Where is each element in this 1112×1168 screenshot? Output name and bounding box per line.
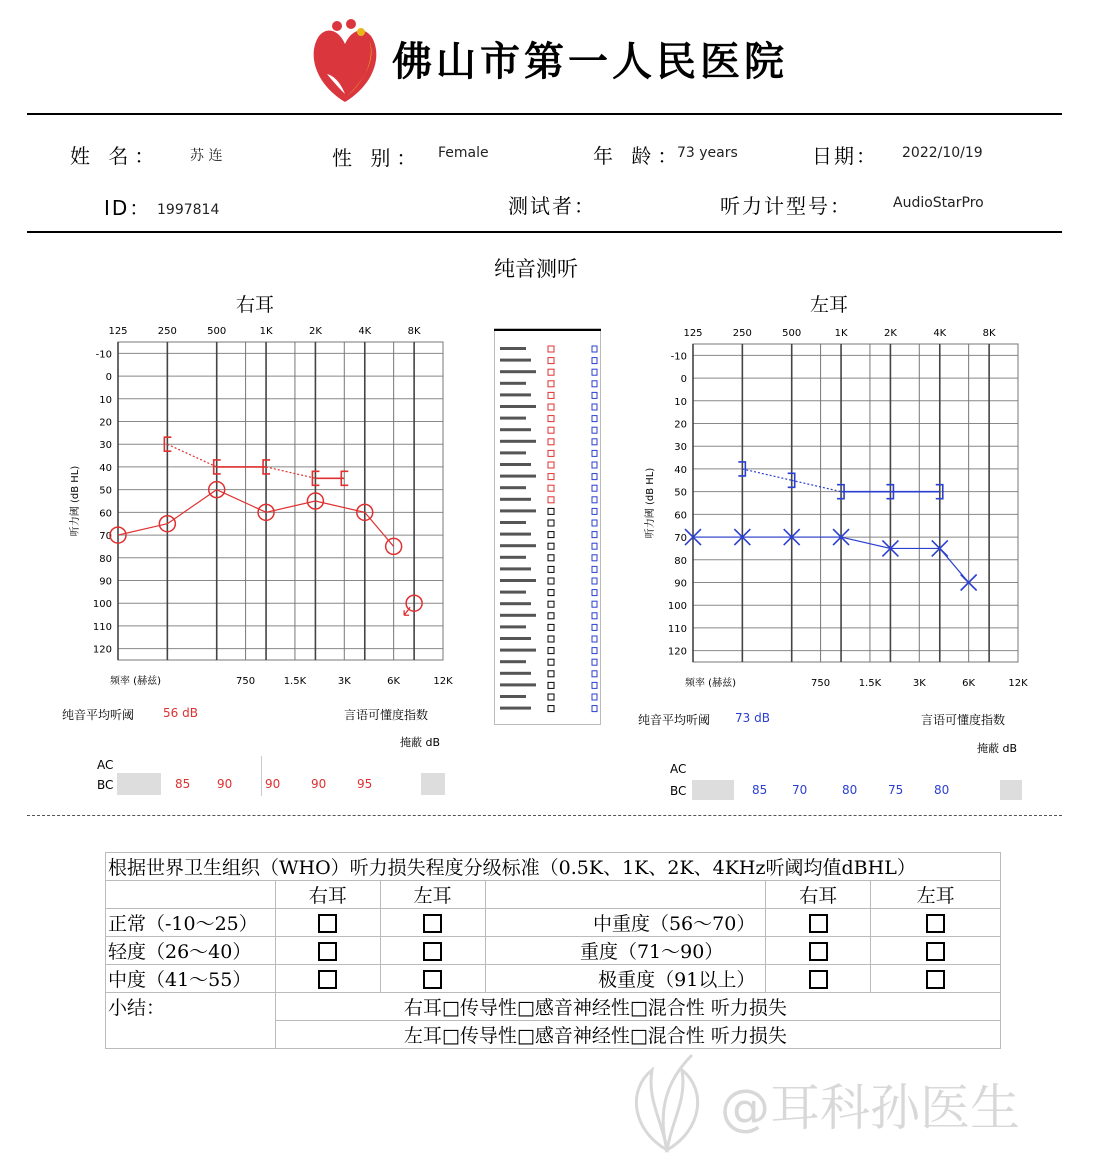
legend-row-text — [500, 521, 526, 524]
grade-normal: 正常（-10～25） — [106, 909, 276, 937]
freq-tick-label: 12K — [433, 676, 453, 687]
db-tick-label: 120 — [92, 644, 112, 656]
model-label: 听力计型号： — [720, 194, 852, 218]
who-classification-table — [105, 852, 1001, 1049]
left-bc-mask-500: 85 — [752, 783, 768, 797]
legend-row-text — [500, 486, 526, 489]
freq-tick-label: 2K — [883, 328, 897, 339]
legend-row-text — [500, 370, 536, 373]
watermark-logo — [612, 1050, 722, 1160]
severe-right-checkbox[interactable] — [809, 942, 828, 961]
legend-row-text — [500, 649, 536, 652]
freq-tick-label: 500 — [207, 326, 227, 337]
x-axis-label: 频率 (赫兹) — [685, 678, 736, 689]
left-mask-label: 掩蔽 dB — [977, 742, 1018, 755]
grade-moderate: 中度（41～55） — [106, 965, 276, 993]
db-tick-label: 100 — [92, 599, 112, 611]
freq-tick-label: 125 — [108, 326, 128, 337]
ac-label: AC — [670, 762, 687, 776]
freq-tick-label: 250 — [732, 328, 752, 339]
freq-tick-label: 12K — [1008, 678, 1028, 689]
bc-label: BC — [97, 778, 114, 792]
db-tick-label: 0 — [105, 372, 112, 384]
mild-left-checkbox[interactable] — [423, 942, 442, 961]
legend-row-text — [500, 695, 526, 698]
legend-row-text — [500, 382, 526, 385]
profound-left-checkbox[interactable] — [926, 970, 945, 989]
db-tick-label: 30 — [674, 442, 687, 454]
db-tick-label: 20 — [674, 419, 687, 431]
freq-tick-label: 250 — [157, 326, 177, 337]
db-tick-label: 110 — [92, 621, 112, 633]
mod-severe-left-checkbox[interactable] — [926, 914, 945, 933]
legend-row-text — [500, 707, 531, 710]
freq-tick-label: 6K — [387, 676, 401, 687]
right-bc-mask-1k: 90 — [265, 777, 281, 791]
hospital-logo — [305, 14, 385, 106]
db-tick-label: 70 — [674, 533, 687, 545]
legend-row-text — [500, 660, 526, 663]
legend-row-text — [500, 556, 526, 559]
legend-row-text — [500, 498, 531, 501]
normal-right-checkbox[interactable] — [318, 914, 337, 933]
name-label: 姓 名： — [70, 144, 161, 168]
legend-row-text — [500, 591, 526, 594]
db-tick-label: 60 — [99, 508, 112, 520]
right-speech-label: 言语可懂度指数 — [344, 708, 429, 722]
mild-right-checkbox[interactable] — [318, 942, 337, 961]
freq-tick-label: 2K — [308, 326, 322, 337]
freq-tick-label: 500 — [782, 328, 802, 339]
db-tick-label: 50 — [674, 487, 687, 499]
right-mask-label: 掩蔽 dB — [400, 736, 441, 749]
left-bc-mask-4k: 80 — [934, 783, 950, 797]
legend-row-text — [500, 683, 536, 686]
db-tick-label: 80 — [99, 553, 112, 565]
legend-row-text — [500, 567, 531, 570]
date-label: 日期： — [812, 144, 878, 168]
profound-right-checkbox[interactable] — [809, 970, 828, 989]
legend-row-text — [500, 451, 526, 454]
legend-row-text — [500, 602, 531, 605]
right-bc-mask-4k: 95 — [357, 777, 373, 791]
divider — [27, 113, 1062, 115]
left-bc-mask-750: 70 — [792, 783, 808, 797]
severe-left-checkbox[interactable] — [926, 942, 945, 961]
patient-id: 1997814 — [157, 202, 220, 218]
freq-tick-label: 1K — [259, 326, 273, 337]
watermark-text: @耳科孙医生 — [720, 1079, 1020, 1137]
db-tick-label: 120 — [667, 646, 687, 658]
left-pta-label: 纯音平均听阈 — [638, 713, 711, 727]
y-axis-label: 听力阈 (dB HL) — [70, 465, 81, 537]
right-bc-mask-750: 90 — [217, 777, 233, 791]
mask-cell — [421, 773, 445, 795]
bc-label: BC — [670, 784, 687, 798]
legend-row-text — [500, 417, 526, 420]
legend-row-text — [500, 533, 531, 536]
patient-age: 73 years — [677, 145, 738, 161]
y-axis-label: 听力阈 (dB HL) — [645, 467, 656, 539]
freq-tick-label: 750 — [811, 678, 831, 689]
legend-row-text — [500, 440, 536, 443]
tester-label: 测试者： — [508, 194, 596, 218]
dashed-divider — [27, 815, 1062, 816]
mask-cell — [692, 780, 734, 800]
mask-cell — [1000, 780, 1022, 800]
ac-label: AC — [97, 758, 114, 772]
freq-tick-label: 3K — [337, 676, 351, 687]
legend-row-text — [500, 359, 531, 362]
freq-tick-label: 750 — [236, 676, 256, 687]
who-title: 根据世界卫生组织（WHO）听力损失程度分级标准（0.5K、1K、2K、4KHz听阈均值dBHL） — [106, 853, 1001, 881]
right-ear-title: 右耳 — [236, 294, 275, 316]
mask-divider — [261, 756, 262, 796]
audiometer-model: AudioStarPro — [893, 195, 984, 211]
db-tick-label: 90 — [99, 576, 112, 588]
legend-row-text — [500, 347, 526, 350]
db-tick-label: 100 — [667, 601, 687, 613]
legend-row-text — [500, 637, 531, 640]
grade-profound: 极重度（91以上） — [485, 965, 766, 993]
right-bc-mask-500: 85 — [175, 777, 191, 791]
col-left-ear: 左耳 — [871, 881, 1001, 909]
section-title: 纯音测听 — [494, 257, 578, 281]
legend-row-text — [500, 672, 531, 675]
grade-severe: 重度（71～90） — [485, 937, 766, 965]
left-ear-title: 左耳 — [810, 294, 849, 316]
col-right-ear: 右耳 — [275, 881, 380, 909]
legend-row-text — [500, 625, 526, 628]
left-ear-audiogram — [635, 320, 1035, 720]
col-left-ear: 左耳 — [380, 881, 485, 909]
freq-tick-label: 4K — [358, 326, 372, 337]
db-tick-label: 80 — [674, 555, 687, 567]
db-tick-label: 110 — [667, 623, 687, 635]
symbol-legend — [494, 328, 602, 726]
legend-row-text — [500, 393, 531, 396]
right-bc-mask-2k: 90 — [311, 777, 327, 791]
grade-mild: 轻度（26～40） — [106, 937, 276, 965]
patient-name: 苏 连 — [190, 148, 223, 164]
db-tick-label: 40 — [674, 464, 687, 476]
left-pta-value: 73 dB — [735, 711, 770, 725]
freq-tick-label: 125 — [683, 328, 703, 339]
summary-left: 左耳□传导性□感音神经性□混合性 听力损失 — [275, 1021, 1000, 1049]
grade-moderately-severe: 中重度（56～70） — [485, 909, 766, 937]
legend-row-text — [500, 463, 531, 466]
db-tick-label: 60 — [674, 510, 687, 522]
freq-tick-label: 1.5K — [858, 678, 882, 689]
age-label: 年 龄： — [593, 144, 684, 168]
db-tick-label: 0 — [680, 374, 687, 386]
left-bc-mask-1k: 80 — [842, 783, 858, 797]
sex-label: 性 别： — [332, 146, 423, 170]
db-tick-label: 30 — [99, 440, 112, 452]
id-label: ID： — [104, 196, 152, 220]
left-mask-table — [670, 762, 1025, 804]
legend-row-text — [500, 579, 536, 582]
freq-tick-label: 1K — [834, 328, 848, 339]
mask-cell — [117, 773, 161, 795]
db-tick-label: 10 — [674, 396, 687, 408]
divider — [27, 231, 1062, 233]
legend-row-text — [500, 544, 536, 547]
normal-left-checkbox[interactable] — [423, 914, 442, 933]
col-right-ear: 右耳 — [766, 881, 871, 909]
db-tick-label: 10 — [99, 394, 112, 406]
freq-tick-label: 3K — [912, 678, 926, 689]
db-tick-label: -10 — [670, 351, 687, 363]
legend-row-text — [500, 475, 536, 478]
right-mask-table — [97, 756, 447, 798]
moderate-left-checkbox[interactable] — [423, 970, 442, 989]
freq-tick-label: 1.5K — [283, 676, 307, 687]
left-speech-label: 言语可懂度指数 — [921, 713, 1006, 727]
hospital-name: 佛山市第一人民医院 — [392, 38, 788, 85]
moderate-right-checkbox[interactable] — [318, 970, 337, 989]
right-ear-audiogram — [60, 318, 460, 718]
freq-tick-label: 4K — [933, 328, 947, 339]
patient-sex: Female — [438, 145, 489, 161]
db-tick-label: 70 — [99, 531, 112, 543]
db-tick-label: 50 — [99, 485, 112, 497]
test-date: 2022/10/19 — [902, 145, 983, 161]
legend-row-text — [500, 405, 536, 408]
left-bc-mask-2k: 75 — [888, 783, 904, 797]
db-tick-label: -10 — [95, 349, 112, 361]
freq-tick-label: 8K — [407, 326, 421, 337]
db-tick-label: 20 — [99, 417, 112, 429]
mod-severe-right-checkbox[interactable] — [809, 914, 828, 933]
right-pta-value: 56 dB — [163, 706, 198, 720]
summary-right: 右耳□传导性□感音神经性□混合性 听力损失 — [275, 993, 1000, 1021]
freq-tick-label: 6K — [962, 678, 976, 689]
right-pta-label: 纯音平均听阈 — [62, 708, 135, 722]
x-axis-label: 频率 (赫兹) — [110, 676, 161, 687]
summary-label: 小结： — [106, 993, 276, 1049]
legend-row-text — [500, 428, 531, 431]
legend-row-text — [500, 509, 536, 512]
legend-row-text — [500, 614, 536, 617]
db-tick-label: 40 — [99, 462, 112, 474]
freq-tick-label: 8K — [982, 328, 996, 339]
db-tick-label: 90 — [674, 578, 687, 590]
